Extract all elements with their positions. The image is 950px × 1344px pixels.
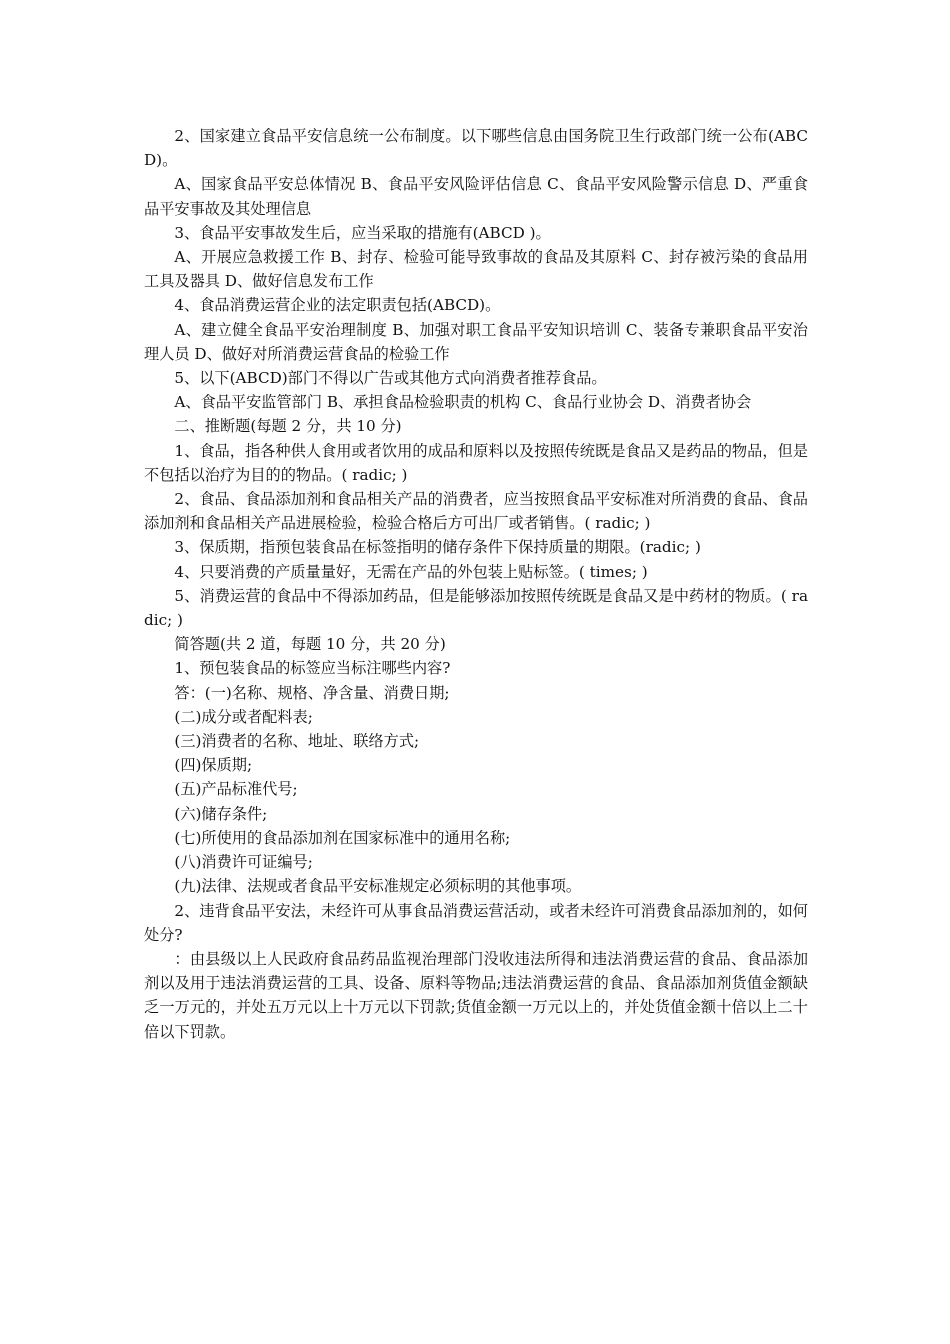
paragraph: A、建立健全食品平安治理制度 B、加强对职工食品平安知识培训 C、装备专兼职食品平安治理人员 D、做好对所消费运营食品的检验工作: [144, 320, 808, 363]
paragraph: 1、食品，指各种供人食用或者饮用的成品和原料以及按照传统既是食品又是药品的物品，但是不包括以治疗为目的的物品。( radic; ): [144, 441, 808, 484]
paragraph: (八)消费许可证编号;: [174, 853, 313, 872]
paragraph: 答：(一)名称、规格、净含量、消费日期;: [174, 683, 450, 702]
paragraph: ：由县级以上人民政府食品药品监视治理部门没收违法所得和违法消费运营的食品、食品添加剂以及用于违法消费运营的工具、设备、原料等物品;违法消费运营的食品、食品添加剂货值金额缺乏一万元的，并处五万元以上十万元以下罚款;货值金额一万元以上的，并处货值金额十倍以上二十倍以下罚款。: [144, 949, 808, 1041]
paragraph: 4、只要消费的产质量量好，无需在产品的外包装上贴标签。( times; ): [174, 562, 648, 581]
paragraph: 5、消费运营的食品中不得添加药品，但是能够添加按照传统既是食品又是中药材的物质。( radic; ): [144, 586, 808, 630]
paragraph: 3、保质期，指预包装食品在标签指明的储存条件下保持质量的期限。(radic; ): [174, 538, 701, 557]
paragraph: (五)产品标准代号;: [174, 780, 298, 799]
paragraph: A、食品平安监管部门 B、承担食品检验职责的机构 C、食品行业协会 D、消费者协会: [174, 393, 752, 412]
paragraph: 2、违背食品平安法，未经许可从事食品消费运营活动，或者未经许可消费食品添加剂的，如何处分?: [144, 901, 808, 944]
section-heading: 简答题(共 2 道，每题 10 分，共 20 分): [174, 635, 446, 654]
paragraph: (二)成分或者配料表;: [174, 707, 313, 726]
paragraph: 1、预包装食品的标签应当标注哪些内容?: [174, 659, 451, 678]
document-body: [144, 124, 808, 1044]
paragraph: (九)法律、法规或者食品平安标准规定必须标明的其他事项。: [174, 877, 582, 896]
paragraph: (七)所使用的食品添加剂在国家标准中的通用名称;: [174, 828, 511, 847]
section-heading: 二、推断题(每题 2 分，共 10 分): [174, 417, 402, 436]
paragraph: 5、以下(ABCD)部门不得以广告或其他方式向消费者推荐食品。: [174, 369, 607, 388]
paragraph: 2、国家建立食品平安信息统一公布制度。以下哪些信息由国务院卫生行政部门统一公布(ABCD)。: [144, 127, 808, 170]
paragraph: 4、食品消费运营企业的法定职责包括(ABCD)。: [174, 296, 501, 315]
paragraph: 3、食品平安事故发生后，应当采取的措施有(ABCD )。: [174, 223, 551, 242]
paragraph: A、开展应急救援工作 B、封存、检验可能导致事故的食品及其原料 C、封存被污染的食品用工具及器具 D、做好信息发布工作: [144, 248, 808, 291]
paragraph: 2、食品、食品添加剂和食品相关产品的消费者，应当按照食品平安标准对所消费的食品、食品添加剂和食品相关产品进展检验，检验合格后方可出厂或者销售。( radic; ): [144, 490, 808, 533]
paragraph: (三)消费者的名称、地址、联络方式;: [174, 732, 420, 751]
paragraph: A、国家食品平安总体情况 B、食品平安风险评估信息 C、食品平安风险警示信息 D、严重食品平安事故及其处理信息: [144, 175, 808, 218]
paragraph: (四)保质期;: [174, 756, 253, 775]
paragraph: (六)储存条件;: [174, 804, 268, 823]
